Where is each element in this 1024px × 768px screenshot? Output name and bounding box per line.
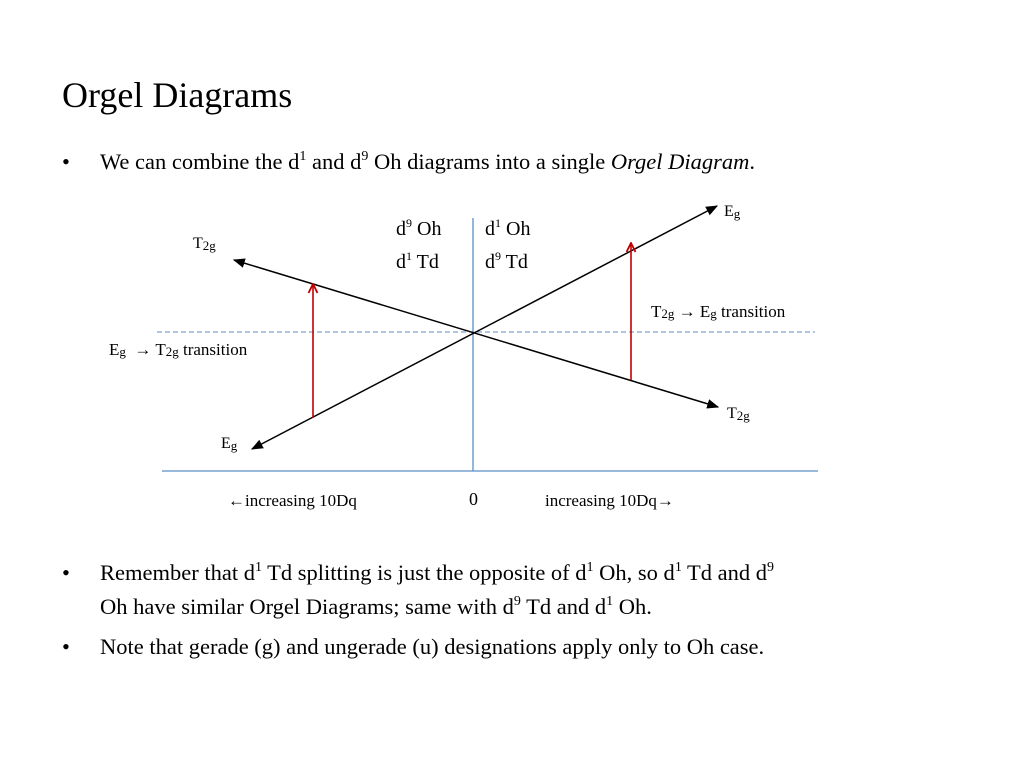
- axis-label-right: increasing 10Dq→: [545, 491, 674, 510]
- label-right-transition: T2g → Eg transition: [651, 302, 786, 321]
- slide-title: Orgel Diagrams: [62, 75, 293, 115]
- header-d9-oh: $d^9$ Oh: [396, 216, 442, 240]
- label-eg-bottom-left: Eg: [221, 435, 238, 453]
- bullet-text: Note that gerade (g) and ungerade (u) designations apply only to Oh case.: [100, 634, 765, 659]
- orgel-diagram-italic: Orgel Diagram: [610, 149, 750, 174]
- label-eg-top-right: Eg: [724, 203, 741, 221]
- label-t2g-top-left: T2g: [193, 235, 216, 253]
- header-d1-td: $d^1$ Td: [396, 249, 439, 273]
- label-left-transition: Eg → T2g transition: [109, 340, 248, 359]
- bullet-marker: •: [62, 560, 70, 585]
- axis-label-zero: 0: [469, 489, 478, 509]
- bullet-marker: •: [62, 149, 70, 174]
- header-d1-oh: $d^1$ Oh: [485, 216, 531, 240]
- label-t2g-bottom-right: T2g: [727, 405, 750, 423]
- axis-label-left: ←increasing 10Dq: [228, 491, 357, 510]
- bullet-text: We can combine the $d^1$ and $d^9$ Oh diagrams into a single Orgel Diagram.: [100, 149, 755, 174]
- bullet-text: Remember that $d^1$ Td splitting is just the opposite of $d^1$ Oh, so $d^1$ Td and $d^9$ Oh have similar Orgel Diagrams; same with $d^9$ Td and $d^1$ Oh.: [100, 560, 775, 619]
- header-d9-td: $d^9$ Td: [485, 249, 528, 273]
- t2g-line: [234, 260, 718, 407]
- bullet-marker: •: [62, 634, 70, 659]
- eg-line: [252, 206, 717, 449]
